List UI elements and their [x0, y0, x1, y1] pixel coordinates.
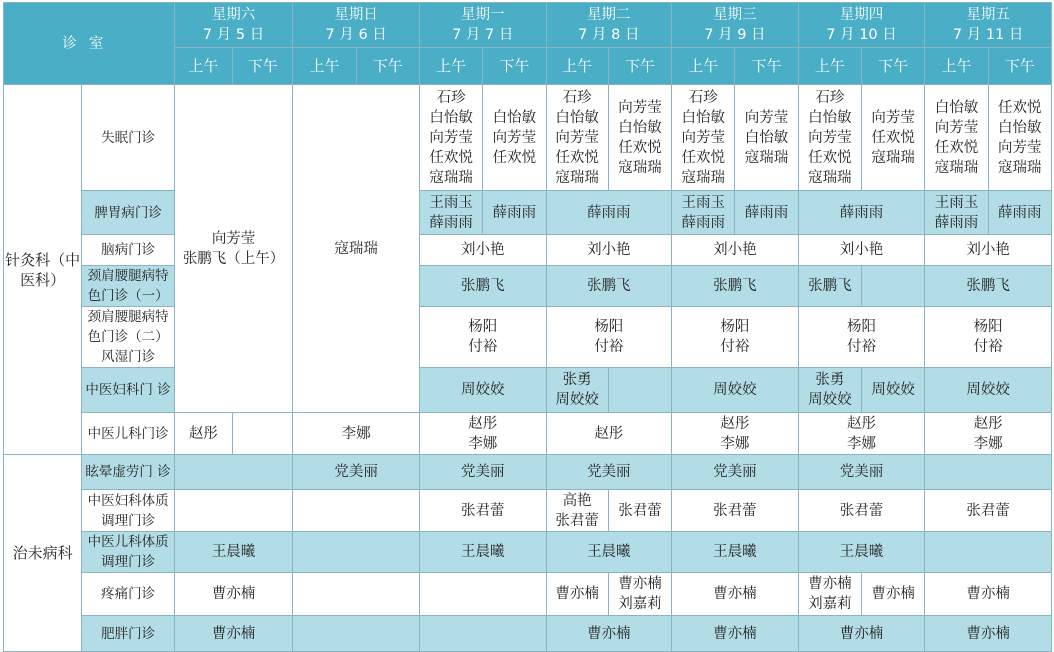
cell-gyn-fri: 周姣姣: [925, 368, 1052, 413]
cell-neck1-mon: 张鹏飞: [419, 266, 546, 307]
row-neck-1: [4, 266, 1052, 307]
pm-header: 下午: [233, 48, 293, 85]
cell-ob-wed: 曹亦楠: [672, 616, 799, 652]
cell-vertigo-fri: [925, 455, 1052, 490]
row-gyn-constitution: [4, 490, 1052, 532]
cell-vertigo-thu: 党美丽: [798, 455, 925, 490]
cell-insomnia-wed-pm: 向芳莹 白怡敏 寇瑞瑞: [735, 85, 798, 191]
cell-spleen-tue: 薛雨雨: [546, 191, 672, 235]
cell-sat-acu: 向芳莹 张鹏飞（上午）: [174, 85, 293, 413]
cell-neck1-thu-pm: [862, 266, 925, 307]
cell-gyn-wed: 周姣姣: [672, 368, 799, 413]
dept-preventive: 治未病科: [4, 455, 82, 652]
cell-gb-sat: [174, 490, 293, 532]
cell-gyn-mon: 周姣姣: [419, 368, 546, 413]
cell-pain-thu-pm: 曹亦楠: [862, 573, 925, 616]
cell-vertigo-sat: [174, 455, 293, 490]
cell-brain-mon: 刘小艳: [419, 235, 546, 266]
pm-header: 下午: [608, 48, 671, 85]
cell-insomnia-fri-am: 白怡敏 向芳莹 任欢悦 寇瑞瑞: [925, 85, 988, 191]
cell-neck2-fri: 杨阳 付裕: [925, 307, 1052, 368]
row-ped-constitution: [4, 532, 1052, 573]
cell-neck2-wed: 杨阳 付裕: [672, 307, 799, 368]
cell-pb-sat: 王晨曦: [174, 532, 293, 573]
cell-pb-mon: 王晨曦: [419, 532, 546, 573]
cell-pb-tue: 王晨曦: [546, 532, 672, 573]
cell-neck1-wed: 张鹏飞: [672, 266, 799, 307]
cell-pain-mon: [419, 573, 546, 616]
cell-vertigo-tue: 党美丽: [546, 455, 672, 490]
clinic-gyn-constitution: 中医妇科体质调理门诊: [82, 490, 174, 532]
cell-pain-tue-pm: 曹亦楠 刘嘉莉: [608, 573, 671, 616]
cell-gyn-tue-am: 张勇 周姣姣: [546, 368, 608, 413]
clinic-obesity: 肥胖门诊: [82, 616, 174, 652]
pm-header: 下午: [988, 48, 1051, 85]
am-header: 上午: [925, 48, 988, 85]
cell-gb-tue-pm: 张君蕾: [608, 490, 671, 532]
cell-pb-fri: [925, 532, 1052, 573]
cell-gyn-thu-am: 张勇 周姣姣: [798, 368, 861, 413]
cell-gb-wed: 张君蕾: [672, 490, 799, 532]
clinic-ped-constitution: 中医儿科体质调理门诊: [82, 532, 174, 573]
cell-spleen-mon-am: 王雨玉 薛雨雨: [419, 191, 482, 235]
cell-pain-wed: 曹亦楠: [672, 573, 799, 616]
cell-gb-thu: 张君蕾: [798, 490, 925, 532]
cell-ped-sat-pm: [233, 413, 293, 455]
clinic-neck-1: 颈肩腰腿病特色门诊（一）: [82, 266, 174, 307]
cell-ob-mon: [419, 616, 546, 652]
pm-header: 下午: [483, 48, 546, 85]
day-header-wed: 星期三 7 月 9 日: [672, 3, 799, 48]
pm-header: 下午: [862, 48, 925, 85]
cell-neck1-fri: 张鹏飞: [925, 266, 1052, 307]
day-header-mon: 星期一 7 月 7 日: [419, 3, 546, 48]
cell-ob-sun: [293, 616, 420, 652]
cell-vertigo-mon: 党美丽: [419, 455, 546, 490]
cell-insomnia-mon-pm: 白怡敏 向芳莹 任欢悦: [483, 85, 546, 191]
row-neck-2: [4, 307, 1052, 368]
corner-header: 诊室: [4, 3, 175, 85]
cell-insomnia-fri-pm: 任欢悦 白怡敏 向芳莹 寇瑞瑞: [988, 85, 1051, 191]
cell-ped-thu: 赵彤 李娜: [798, 413, 925, 455]
row-insomnia: [4, 85, 1052, 191]
am-header: 上午: [174, 48, 232, 85]
cell-insomnia-thu-pm: 向芳莹 任欢悦 寇瑞瑞: [862, 85, 925, 191]
am-header: 上午: [293, 48, 356, 85]
am-header: 上午: [672, 48, 735, 85]
cell-spleen-mon-pm: 薛雨雨: [483, 191, 546, 235]
row-gynecology: [4, 368, 1052, 413]
cell-insomnia-wed-am: 石珍 白怡敏 向芳莹 任欢悦 寇瑞瑞: [672, 85, 735, 191]
cell-ob-fri: 曹亦楠: [925, 616, 1052, 652]
cell-pb-thu: 王晨曦: [798, 532, 925, 573]
clinic-neck-2: 颈肩腰腿病特色门诊（二）风湿门诊: [82, 307, 174, 368]
am-header: 上午: [798, 48, 861, 85]
cell-gb-tue-am: 高艳 张君蕾: [546, 490, 608, 532]
cell-neck2-mon: 杨阳 付裕: [419, 307, 546, 368]
clinic-schedule-table: [3, 2, 1052, 652]
day-header-thu: 星期四 7 月 10 日: [798, 3, 925, 48]
row-brain: [4, 235, 1052, 266]
cell-spleen-fri-am: 王雨玉 薛雨雨: [925, 191, 988, 235]
cell-pb-wed: 王晨曦: [672, 532, 799, 573]
cell-vertigo-sun: 党美丽: [293, 455, 420, 490]
clinic-gynecology: 中医妇科门 诊: [82, 368, 174, 413]
cell-spleen-wed-pm: 薛雨雨: [735, 191, 798, 235]
cell-insomnia-mon-am: 石珍 白怡敏 向芳莹 任欢悦 寇瑞瑞: [419, 85, 482, 191]
cell-neck2-thu: 杨阳 付裕: [798, 307, 925, 368]
cell-brain-thu: 刘小艳: [798, 235, 925, 266]
dept-acupuncture: 针灸科（中医科）: [4, 85, 82, 455]
cell-spleen-wed-am: 王雨玉 薛雨雨: [672, 191, 735, 235]
cell-gyn-tue-pm: [608, 368, 671, 413]
cell-pb-sun: [293, 532, 420, 573]
row-pediatrics: [4, 413, 1052, 455]
pm-header: 下午: [735, 48, 798, 85]
cell-gb-mon: 张君蕾: [419, 490, 546, 532]
am-header: 上午: [419, 48, 482, 85]
cell-pain-fri: 曹亦楠: [925, 573, 1052, 616]
clinic-pediatrics: 中医儿科门诊: [82, 413, 174, 455]
cell-pain-thu-am: 曹亦楠 刘嘉莉: [798, 573, 861, 616]
cell-neck2-tue: 杨阳 付裕: [546, 307, 672, 368]
pm-header: 下午: [356, 48, 419, 85]
row-obesity: [4, 616, 1052, 652]
row-vertigo: [4, 455, 1052, 490]
cell-ped-sat-am: 赵彤: [174, 413, 232, 455]
cell-sun-acu: 寇瑞瑞: [293, 85, 420, 413]
cell-brain-wed: 刘小艳: [672, 235, 799, 266]
cell-ped-wed: 赵彤 李娜: [672, 413, 799, 455]
cell-ped-mon: 赵彤 李娜: [419, 413, 546, 455]
cell-insomnia-tue-pm: 向芳莹 白怡敏 任欢悦 寇瑞瑞: [608, 85, 671, 191]
clinic-spleen: 脾胃病门诊: [82, 191, 174, 235]
cell-pain-tue-am: 曹亦楠: [546, 573, 608, 616]
cell-ped-sun: 李娜: [293, 413, 420, 455]
clinic-insomnia: 失眠门诊: [82, 85, 174, 191]
day-header-tue: 星期二 7 月 8 日: [546, 3, 672, 48]
row-pain: [4, 573, 1052, 616]
cell-gb-fri: 张君蕾: [925, 490, 1052, 532]
day-header-sat: 星期六 7 月 5 日: [174, 3, 293, 48]
cell-neck1-thu-am: 张鹏飞: [798, 266, 861, 307]
row-spleen: [4, 191, 1052, 235]
am-header: 上午: [546, 48, 608, 85]
cell-ob-thu: 曹亦楠: [798, 616, 925, 652]
clinic-pain: 疼痛门诊: [82, 573, 174, 616]
cell-insomnia-tue-am: 石珍 白怡敏 向芳莹 任欢悦 寇瑞瑞: [546, 85, 608, 191]
day-header-sun: 星期日 7 月 6 日: [293, 3, 420, 48]
cell-vertigo-wed: 党美丽: [672, 455, 799, 490]
cell-ob-sat: 曹亦楠: [174, 616, 293, 652]
cell-pain-sun: [293, 573, 420, 616]
day-header-fri: 星期五 7 月 11 日: [925, 3, 1052, 48]
cell-neck1-tue: 张鹏飞: [546, 266, 672, 307]
cell-ped-tue: 赵彤: [546, 413, 672, 455]
cell-pain-sat: 曹亦楠: [174, 573, 293, 616]
cell-spleen-thu: 薛雨雨: [798, 191, 925, 235]
cell-brain-tue: 刘小艳: [546, 235, 672, 266]
cell-insomnia-thu-am: 石珍 白怡敏 向芳莹 任欢悦 寇瑞瑞: [798, 85, 861, 191]
cell-brain-fri: 刘小艳: [925, 235, 1052, 266]
cell-spleen-fri-pm: 薛雨雨: [988, 191, 1051, 235]
cell-ob-tue: 曹亦楠: [546, 616, 672, 652]
header-days-row: [4, 3, 1052, 48]
clinic-vertigo: 眩晕虚劳门 诊: [82, 455, 174, 490]
cell-gb-sun: [293, 490, 420, 532]
cell-ped-fri: 赵彤 李娜: [925, 413, 1052, 455]
clinic-brain: 脑病门诊: [82, 235, 174, 266]
cell-gyn-thu-pm: 周姣姣: [862, 368, 925, 413]
